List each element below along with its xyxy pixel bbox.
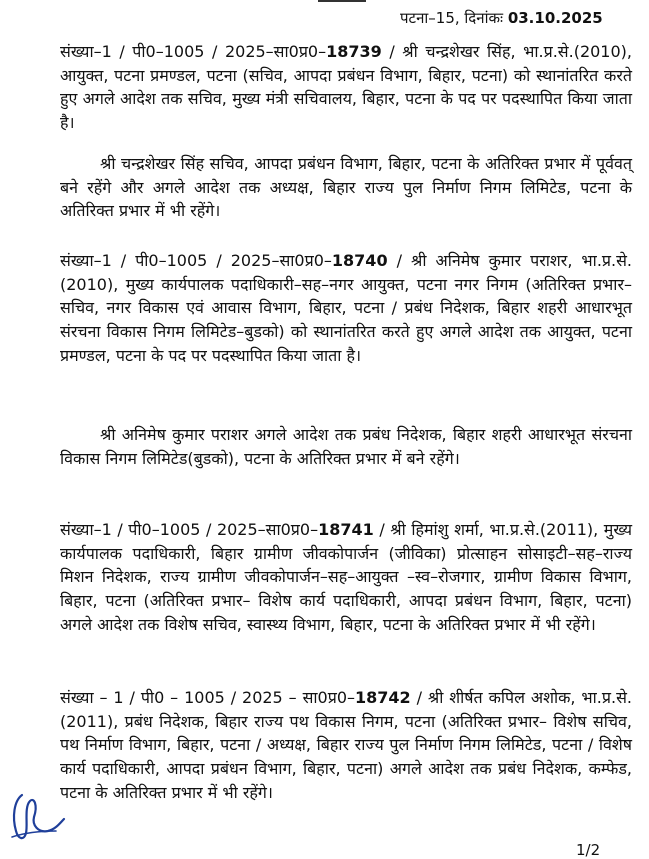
order-body: / श्री अनिमेष कुमार पराशर, भा.प्र.से. (2010), मुख्य कार्यपालक पदाधिकारी–सह–नगर आयुक्त, पटना नगर निगम (अतिरिक्त प्रभार– सचिव, नगर विकास एवं आवास विभाग, बिहार, पटना / प्रबंध निदेशक, बिहार शहरी आधारभूत संरचना विकास निगम लिमिटेड–बुडको) को स्थानांतरित करते हुए अगले आदेश तक आयुक्त, पटना प्रमण्डल, पटना के पद पर पदस्थापित किया जाता है। [60, 251, 632, 365]
order-ref-prefix: संख्या–1 / पी0–1005 / 2025–सा0प्र0– [60, 520, 319, 539]
order-paragraph-18742 [60, 686, 632, 805]
order-ref-prefix: संख्या – 1 / पी0 – 1005 / 2025 – सा0प्र0– [60, 688, 355, 707]
order-paragraph-18741 [60, 518, 632, 637]
order-number: 18739 [326, 42, 382, 61]
order-body: / श्री चन्द्रशेखर सिंह, भा.प्र.से.(2010), आयुक्त, पटना प्रमण्डल, पटना (सचिव, आपदा प्रबंधन विभाग, बिहार, पटना) को स्थानांतरित करते हुए अगले आदेश तक सचिव, मुख्य मंत्री सचिवालय, बिहार, पटना के पद पर पदस्थापित किया जाता है। [60, 42, 632, 133]
page-number: 1/2 [576, 841, 601, 859]
order-number: 18742 [355, 688, 411, 707]
order-ref-prefix: संख्या–1 / पी0–1005 / 2025–सा0प्र0– [60, 42, 327, 61]
place-date-line [400, 8, 603, 28]
order-body: / श्री हिमांशु शर्मा, भा.प्र.से.(2011), मुख्य कार्यपालक पदाधिकारी, बिहार ग्रामीण जीवकोपार्जन (जीविका) प्रोत्साहन सोसाइटी–सह–राज्य मिशन निदेशक, राज्य ग्रामीण जीवकोपार्जन–सह–आयुक्त –स्व–रोजगार, ग्रामीण विकास विभाग, बिहार, पटना (अतिरिक्त प्रभार– विशेष कार्य पदाधिकारी, आपदा प्रबंधन विभाग, बिहार, पटना) अगले आदेश तक विशेष सचिव, स्वास्थ्य विभाग, बिहार, पटना के अतिरिक्त प्रभार में भी रहेंगे। [60, 520, 632, 634]
note-paragraph-chandrashekhar: श्री चन्द्रशेखर सिंह सचिव, आपदा प्रबंधन विभाग, बिहार, पटना के अतिरिक्त प्रभार में पूर्ववत् बने रहेंगे और अगले आदेश तक अध्यक्ष, बिहार राज्य पुल निर्माण निगम लिमिटेड, पटना के अतिरिक्त प्रभार में भी रहेंगे। [60, 154, 632, 221]
order-number: 18740 [331, 251, 388, 270]
note-paragraph-animesh: श्री अनिमेष कुमार पराशर अगले आदेश तक प्रबंध निदेशक, बिहार शहरी आधारभूत संरचना विकास निगम लिमिटेड(बुडको), पटना के अतिरिक्त प्रभार में बने रहेंगे। [60, 425, 632, 468]
signature-mark [4, 787, 84, 847]
order-ref-prefix: संख्या–1 / पी0–1005 / 2025–सा0प्र0– [60, 251, 332, 270]
order-body: / श्री शीर्षत कपिल अशोक, भा.प्र.से.(2011), प्रबंध निदेशक, बिहार राज्य पथ विकास निगम, पटना (अतिरिक्त प्रभार– विशेष सचिव, पथ निर्माण विभाग, बिहार, पटना / अध्यक्ष, बिहार राज्य पुल निर्माण निगम लिमिटेड, पटना / विशेष कार्य पदाधिकारी, आपदा प्रबंधन विभाग, बिहार, पटना) अगले आदेश तक प्रबंध निदेशक, कम्फेड, पटना के अतिरिक्त प्रभार में भी रहेंगे। [60, 688, 632, 802]
order-paragraph-18740 [60, 249, 632, 368]
order-date: 03.10.2025 [507, 9, 603, 27]
order-paragraph-18739 [60, 40, 632, 135]
place-label: पटना–15, दिनांकः [400, 9, 504, 27]
order-number: 18741 [318, 520, 374, 539]
header-rule [318, 0, 366, 2]
